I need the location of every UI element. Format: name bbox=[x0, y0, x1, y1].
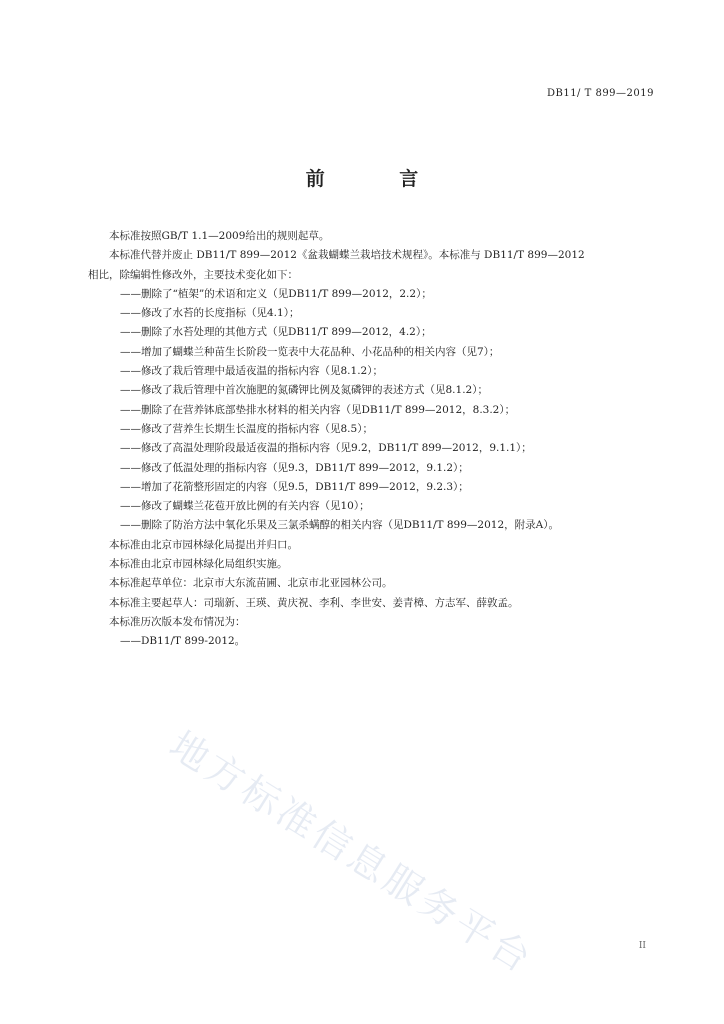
list-item: ——修改了栽后管理中首次施肥的氮磷钾比例及氮磷钾的表述方式（见8.1.2）； bbox=[120, 384, 488, 397]
list-item: ——修改了水苔的长度指标（见4.1）； bbox=[120, 307, 300, 320]
list-item: ——DB11/T 899-2012。 bbox=[120, 635, 246, 648]
list-item: ——修改了栽后管理中最适夜温的指标内容（见8.1.2）； bbox=[120, 365, 383, 378]
paragraph: 本标准由北京市园林绿化局提出并归口。 bbox=[109, 538, 298, 551]
paragraph: 本标准历次版本发布情况为： bbox=[109, 615, 246, 628]
page-title: 前 言 bbox=[305, 168, 453, 190]
paragraph-continuation: 相比，除编辑性修改外，主要技术变化如下： bbox=[88, 268, 298, 281]
list-item: ——增加了蝴蝶兰种苗生长阶段一览表中大花品种、小花品种的相关内容（见7）； bbox=[120, 345, 500, 358]
list-item: ——删除了“植架”的术语和定义（见DB11/T 899—2012，2.2）； bbox=[120, 287, 432, 300]
list-item: ——修改了营养生长期生长温度的指标内容（见8.5）； bbox=[120, 422, 373, 435]
list-item: ——删除了水苔处理的其他方式（见DB11/T 899—2012，4.2）； bbox=[120, 326, 432, 339]
document-code-header: DB11/ T 899—2019 bbox=[546, 88, 654, 99]
list-item: ——增加了花箭整形固定的内容（见9.5，DB11/T 899—2012，9.2.3）； bbox=[120, 480, 469, 493]
list-item: ——修改了高温处理阶段最适夜温的指标内容（见9.2，DB11/T 899—2012，9.1.1）； bbox=[120, 442, 532, 455]
preface-body bbox=[88, 227, 668, 652]
list-item: ——修改了蝴蝶兰花苞开放比例的有关内容（见10）； bbox=[120, 500, 370, 513]
list-item: ——删除了在营养钵底部垫排水材料的相关内容（见DB11/T 899—2012，8.3.2）； bbox=[120, 403, 516, 416]
page-number: II bbox=[638, 941, 646, 951]
paragraph: 本标准主要起草人：司瑞新、王瑛、黄庆祝、李利、李世安、姜青樟、方志军、薛敦孟。 bbox=[109, 596, 519, 609]
paragraph: 本标准按照GB/T 1.1—2009给出的规则起草。 bbox=[109, 230, 330, 242]
paragraph: 本标准起草单位：北京市大东流苗圃、北京市北亚园林公司。 bbox=[109, 577, 393, 590]
paragraph: 本标准由北京市园林绿化局组织实施。 bbox=[109, 558, 288, 571]
list-item: ——修改了低温处理的指标内容（见9.3，DB11/T 899—2012，9.1.2）； bbox=[120, 461, 469, 474]
paragraph: 本标准代替并废止 DB11/T 899—2012《盆栽蝴蝶兰栽培技术规程》。本标准与 DB11/T 899—2012 bbox=[109, 249, 585, 262]
watermark: 地方标准信息服务平台 bbox=[161, 722, 542, 983]
list-item: ——删除了防治方法中氧化乐果及三氯杀螨醇的相关内容（见DB11/T 899—2012，附录A）。 bbox=[120, 519, 559, 532]
